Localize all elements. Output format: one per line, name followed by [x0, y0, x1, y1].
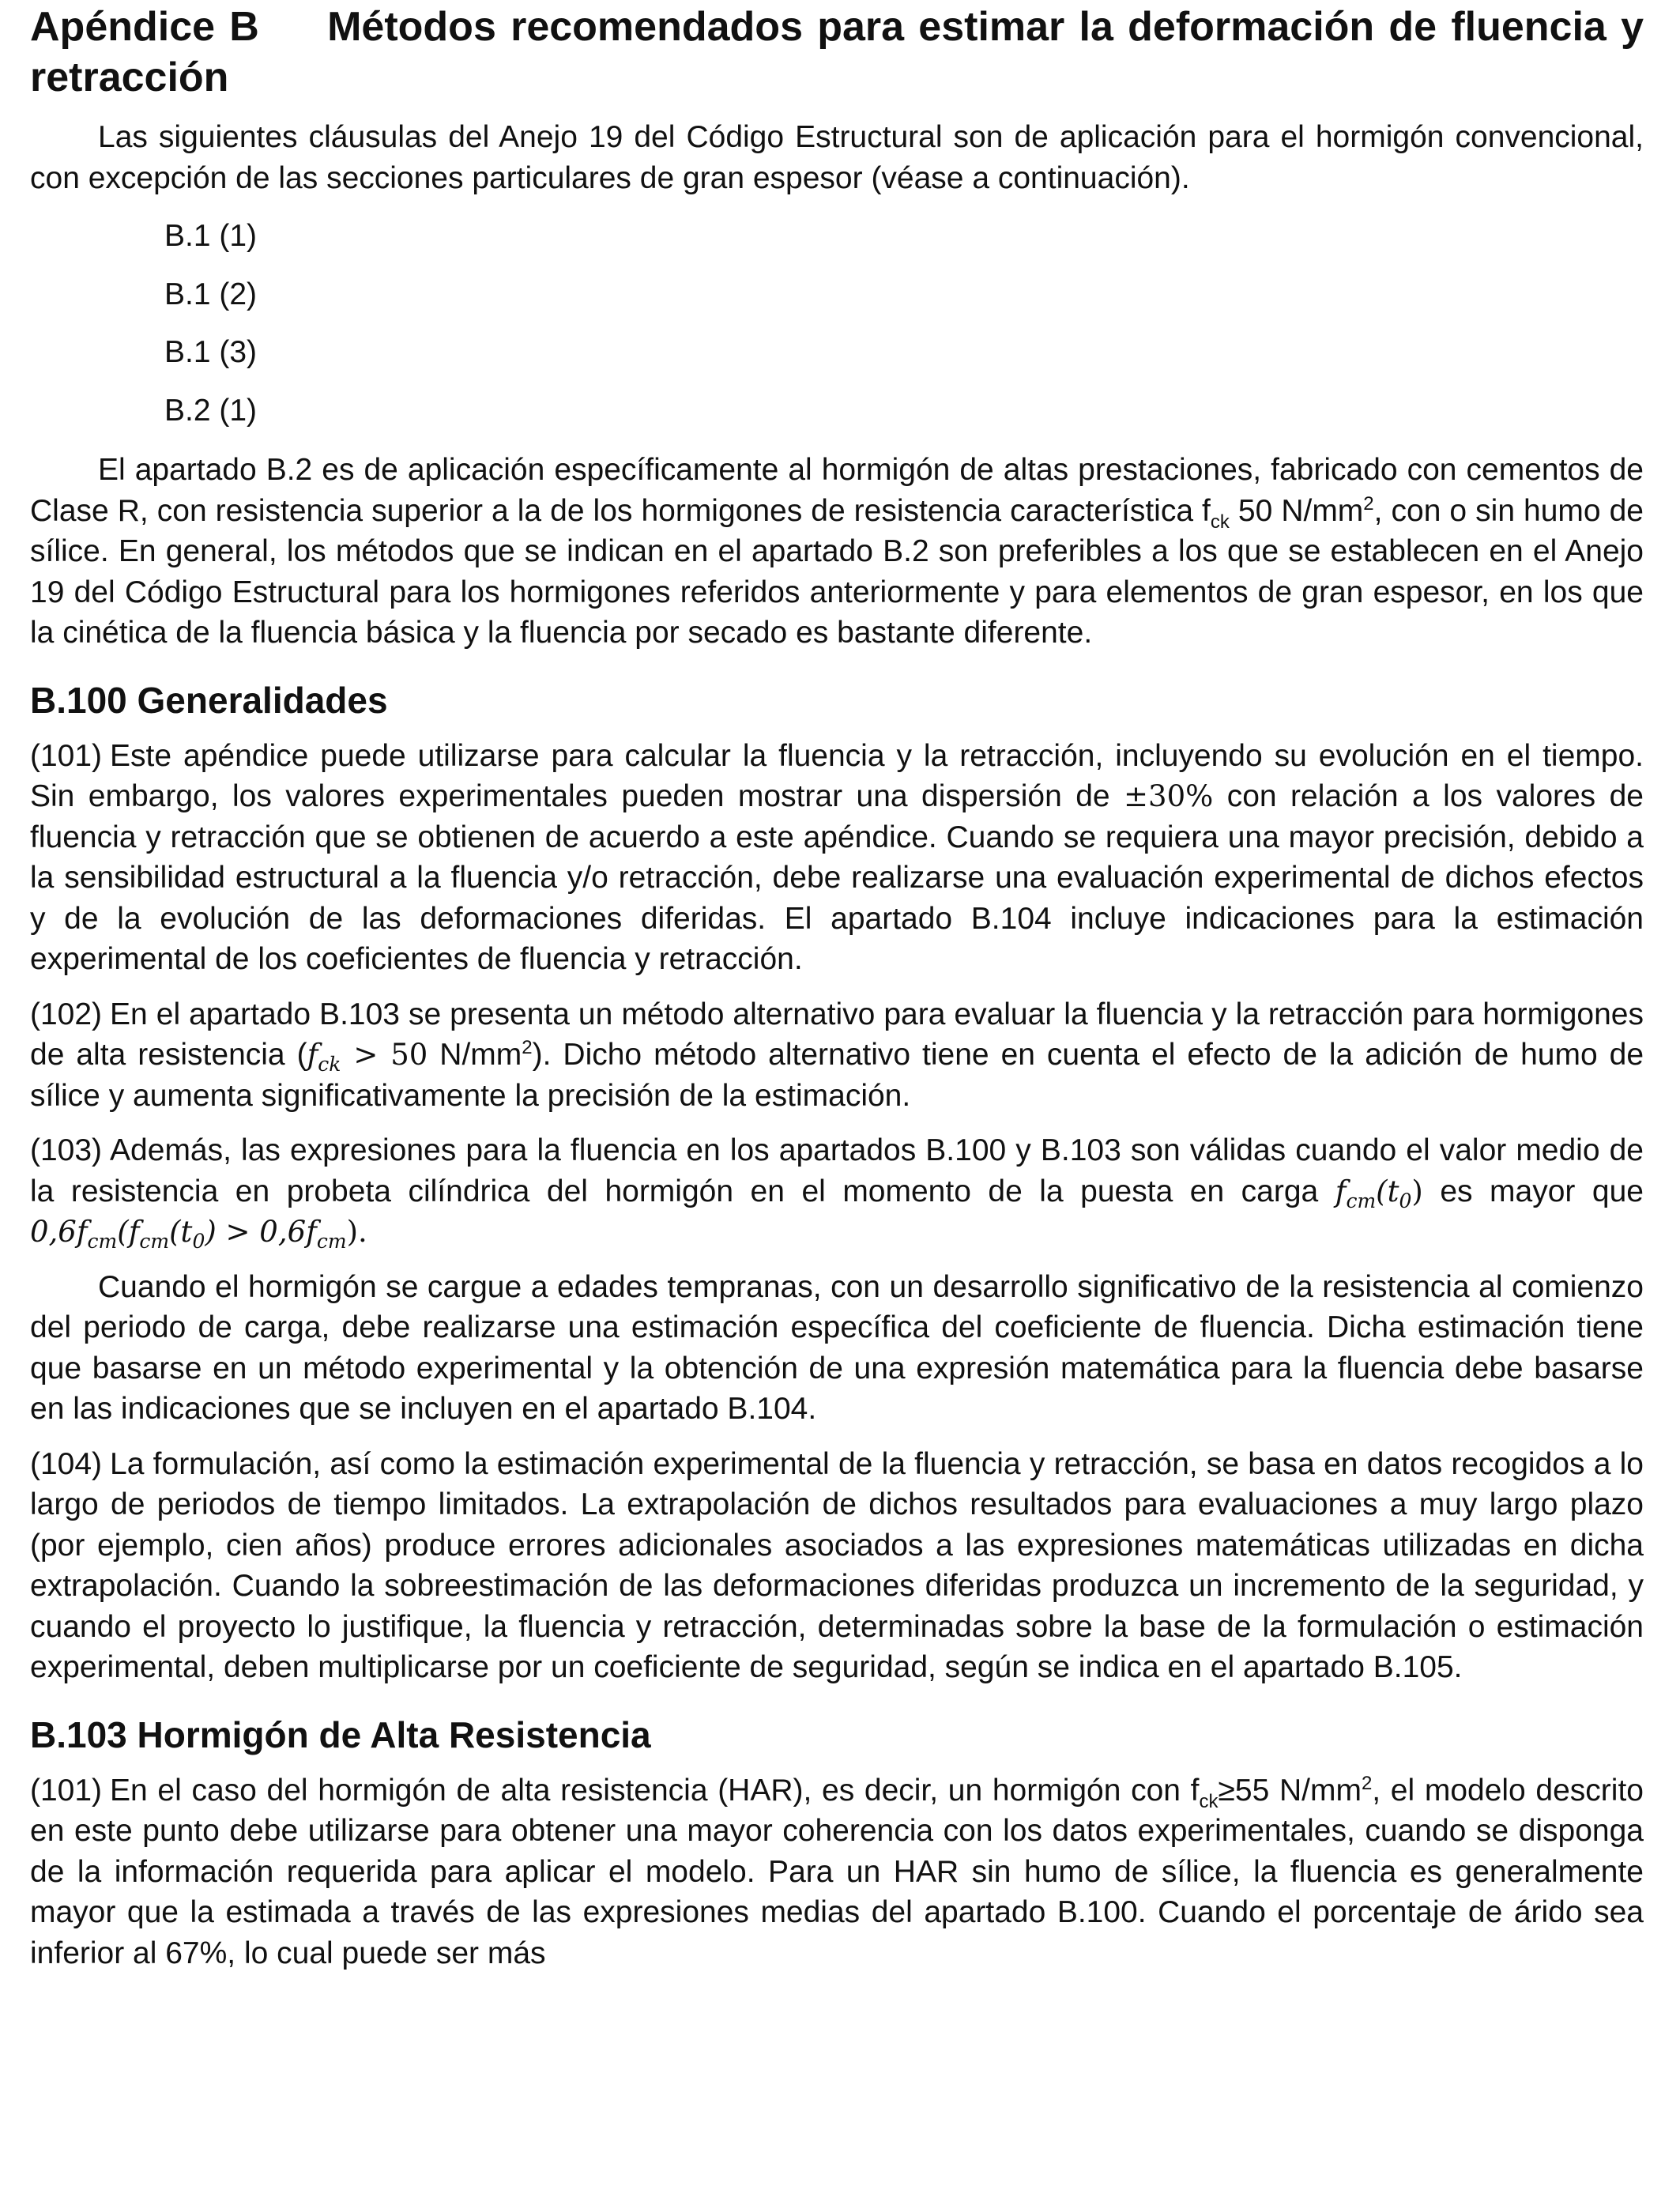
- paragraph-label: (103): [30, 1133, 103, 1167]
- b2-paragraph: El apartado B.2 es de aplicación específicamente al hormigón de altas prestaciones, fabricado con cementos de Clase R, con resistencia superior a la de los hormigones de resistencia característica $f_{ck}$ 50 $N/mm^2$, con o sin humo de sílice. En general, los métodos que se indican en el apartado B.2 son preferibles a los que se establecen en el Anejo 19 del Código Estructural para los hormigones referidos anteriormente y para elementos de gran espesor, en los que la cinética de la fluencia básica y la fluencia por secado es bastante diferente.: [30, 453, 1644, 650]
- paragraph-b103-101: (101) En el caso del hormigón de alta resistencia (HAR), es decir, un hormigón con $f_{ck}\ge 55$ $N/mm^2$, el modelo descrito en este punto debe utilizarse para obtener una mayor coherencia con los datos experimentales, cuando se disponga de la información requerida para aplicar el modelo. Para un HAR sin humo de sílice, la fluencia es generalmente mayor que la estimada a través de las expresiones medias del apartado B.100. Cuando el porcentaje de árido sea inferior al 67%, lo cual puede ser más: [30, 1772, 1644, 1970]
- paragraph-label: (101): [30, 1773, 103, 1808]
- appendix-number: Apéndice B: [30, 4, 259, 50]
- paragraph-label: (101): [30, 738, 103, 773]
- clause-item: B.1 (1): [164, 219, 258, 253]
- appendix-title: [30, 0, 1644, 103]
- clause-list: [30, 216, 1644, 431]
- paragraph-101: (101) Este apéndice puede utilizarse para calcular la fluencia y la retracción, incluyendo su evolución en el tiempo. Sin embargo, los valores experimentales pueden mostrar una dispersión de ±30% con relación a los valores de fluencia y retracción que se obtienen de acuerdo a este apéndice. Cuando se requiera una mayor precisión, debido a la sensibilidad estructural a la fluencia y/o retracción, debe realizarse una evaluación experimental de dichos efectos y de la evolución de las deformaciones diferidas. El apartado B.104 incluye indicaciones para la estimación experimental de los coeficientes de fluencia y retracción.: [30, 738, 1644, 976]
- paragraph-104: (104) La formulación, así como la estimación experimental de la fluencia y retracción, se basa en datos recogidos a lo largo de periodos de tiempo limitados. La extrapolación de dichos resultados para evaluaciones a muy largo plazo (por ejemplo, cien años) produce errores adicionales asociados a las expresiones matemáticas utilizadas en dicha extrapolación. Cuando la sobreestimación de las deformaciones diferidas produzca un incremento de la seguridad, y cuando el proyecto lo justifique, la fluencia y retracción, determinadas sobre la base de la formulación o estimación experimental, deben multiplicarse por un coeficiente de seguridad, según se indica en el apartado B.105.: [30, 1446, 1644, 1684]
- section-heading-b103: B.103 Hormigón de Alta Resistencia: [30, 1713, 651, 1755]
- clause-item: B.1 (2): [164, 277, 258, 311]
- paragraph-label: (102): [30, 997, 103, 1031]
- paragraph-103: (103) Además, las expresiones para la fluencia en los apartados B.100 y B.103 son válidas cuando el valor medio de la resistencia en probeta cilíndrica del hormigón en el momento de la puesta en carga $f_{cm}(t_0)$ es mayor que $0,6f_{cm}(f_{cm}(t_0) > 0,6f_{cm})$.: [30, 1133, 1644, 1253]
- clause-item: B.1 (3): [164, 335, 258, 369]
- clause-item: B.2 (1): [164, 393, 258, 428]
- dispersion-value: ±30%: [1124, 779, 1214, 813]
- paragraph-102: (102) En el apartado B.103 se presenta un método alternativo para evaluar la fluencia y la retracción para hormigones de alta resistencia ($f_{ck} > 50$ $N/mm^2$). Dicho método alternativo tiene en cuenta el efecto de la adición de humo de sílice y aumenta significativamente la precisión de la estimación.: [30, 997, 1644, 1113]
- paragraph-103-continuation: Cuando el hormigón se cargue a edades tempranas, con un desarrollo significativo de la resistencia al comienzo del periodo de carga, debe realizarse una estimación específica del coeficiente de fluencia. Dicha estimación tiene que basarse en un método experimental y la obtención de una expresión matemática para la fluencia debe basarse en las indicaciones que se incluyen en el apartado B.104.: [30, 1269, 1644, 1426]
- section-heading-b100: B.100 Generalidades: [30, 679, 388, 721]
- appendix-title-text: Métodos recomendados para estimar la deformación de fluencia y retracción: [30, 4, 1644, 100]
- intro-paragraph: Las siguientes cláusulas del Anejo 19 del Código Estructural son de aplicación para el hormigón convencional, con excepción de las secciones particulares de gran espesor (véase a continuación).: [30, 120, 1644, 195]
- paragraph-label: (104): [30, 1446, 103, 1481]
